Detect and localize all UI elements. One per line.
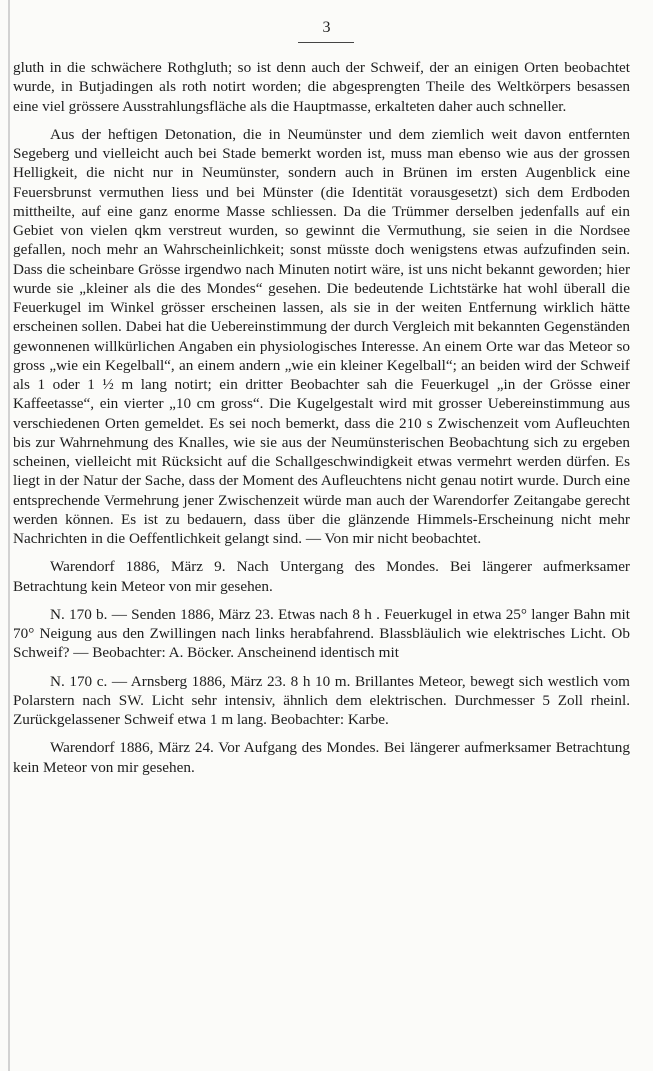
body-text <box>13 58 630 777</box>
paragraph-continuation: gluth in die schwächere Rothgluth; so ist denn auch der Schweif, der an einigen Orten beobachtet wurde, in Butjadingen als roth notirt worden; die abgesprengten Theile des Weltkörpers besassen eine viel grössere Ausstrahlungsfläche als die Hauptmasse, erkalteten daher auch schneller. <box>13 59 630 115</box>
paragraph-n170c-arnsberg: N. 170 c. — Arnsberg 1886, März 23. 8 h 10 m. Brillantes Meteor, bewegt sich westlich vom Polarstern nach SW. Licht sehr intensiv, ähnlich dem elektrischen. Durchmesser 5 Zoll rheinl. Zurückgelassener Schweif etwa 1 m lang. Beobachter: Karbe. <box>13 672 630 728</box>
paragraph-warendorf-march-9: Warendorf 1886, März 9. Nach Untergang des Mondes. Bei längerer aufmerksamer Betrachtung kein Meteor von mir gesehen. <box>13 558 630 595</box>
paragraph-detonation: Aus der heftigen Detonation, die in Neumünster und dem ziemlich weit davon entfernten Segeberg und vielleicht auch bei Stade bemerkt worden ist, muss man ebenso wie aus der grossen Helligkeit, die nicht nur in Neumünster, sondern auch in Brünen im ersten Augenblick eine Feuersbrunst vermuthen liess und bei Münster (die Identität vorausgesetzt) sich dem Erdboden mittheilte, auf eine ganz enorme Masse schliessen. Da die Trümmer derselben jedenfalls auf ein Gebiet von vielen qkm verstreut wurden, so gewinnt die Vermuthung, sie seien in die Nordsee gefallen, noch mehr an Wahrscheinlichkeit; sonst müsste doch wenigstens etwas aufzufinden sein. Dass die scheinbare Grösse irgendwo nach Minuten notirt wäre, ist uns nicht bekannt geworden; hier wurde sie „kleiner als die des Mondes“ gesehen. Die bedeutende Lichtstärke hat wohl überall die Feuerkugel im Winkel grösser erscheinen lassen, als sie in der weiten Entfernung wirklich hätte erscheinen sollen. Dabei hat die Uebereinstimmung der durch Vergleich mit bekannten Gegenständen gewonnenen willkürlichen Angaben ein physiologisches Interesse. An einem Orte war das Meteor so gross „wie ein Kegelball“, an einem andern „wie ein kleiner Kegelball“; an beiden wird der Schweif als 1 oder 1 ½ m lang notirt; ein dritter Beobachter sah die Feuerkugel „in der Grösse einer Kaffeetasse“, ein vierter „10 cm gross“. Die Kugelgestalt wird mit grosser Uebereinstimmung aus verschiedenen Orten gemeldet. Es sei noch bemerkt, dass die 210 s Zwischenzeit vom Aufleuchten bis zur Wahrnehmung des Knalles, wie sie aus der Neumünsterischen Beobachtung sich zu ergeben scheinen, vielleicht mit Rücksicht auf die Schallgeschwindigkeit etwas vermehrt werden dürfen. Es liegt in der Natur der Sache, dass der Moment des Aufleuchtens nicht genau notirt wurde. Durch eine entsprechende Vermehrung jener Zwischenzeit würde man auch der Warendorfer Zeitangabe gerecht werden können. Es ist zu bedauern, dass über die glänzende Himmels-Erscheinung nicht mehr Nachrichten in die Oeffentlichkeit gelangt sind. — Von mir nicht beobachtet. <box>13 125 630 547</box>
page-number: 3 <box>322 19 331 36</box>
paragraph-n170b-senden: N. 170 b. — Senden 1886, März 23. Etwas nach 8 h . Feuerkugel in etwa 25° langer Bahn mit 70° Neigung aus den Zwillingen nach links herabfahrend. Blassbläulich wie elektrisches Licht. Ob Schweif? — Beobachter: A. Böcker. Anscheinend identisch mit <box>13 605 630 662</box>
paragraph-warendorf-march-24: Warendorf 1886, März 24. Vor Aufgang des Mondes. Bei längerer aufmerksamer Betrachtung kein Meteor von mir gesehen. <box>13 739 630 776</box>
page-edge-shadow <box>8 0 10 1071</box>
header-rule <box>298 42 354 43</box>
